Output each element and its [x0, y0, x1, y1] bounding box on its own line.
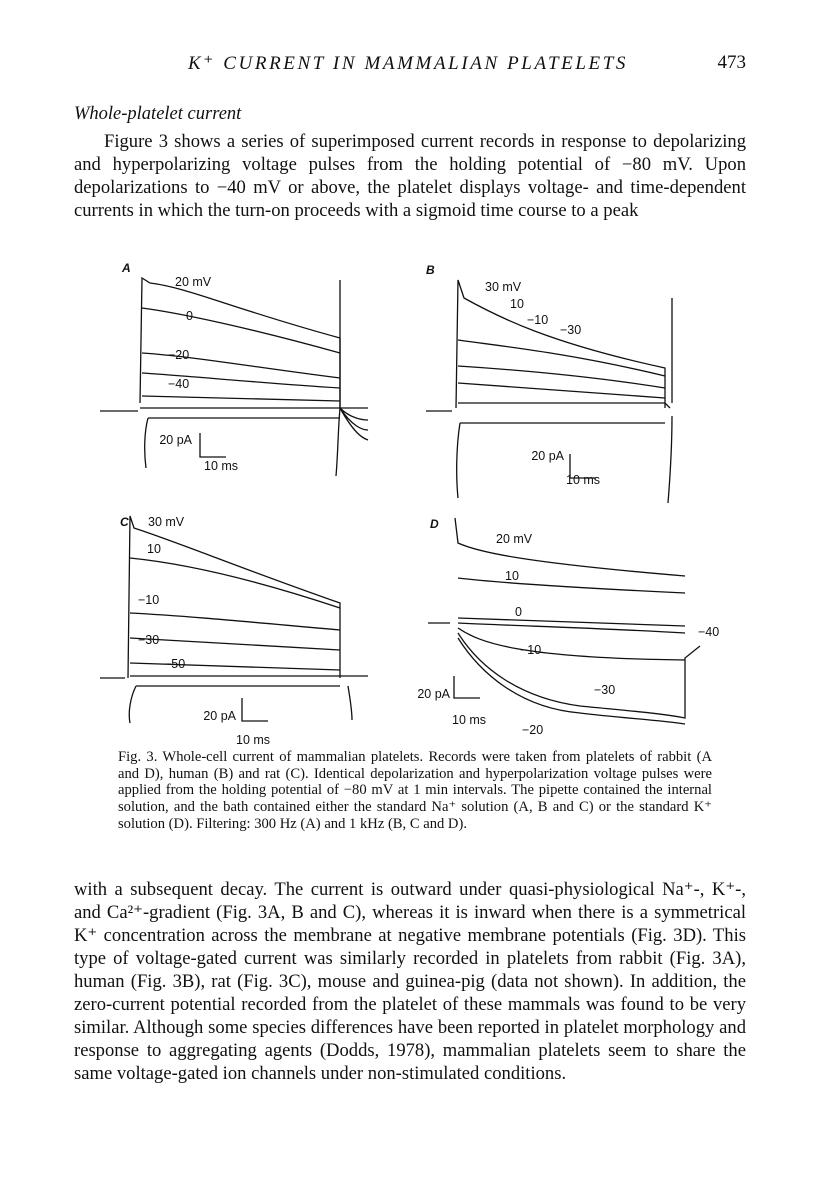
panel-a-scale-current: 20 pA: [159, 433, 192, 447]
panel-a-scale-time: 10 ms: [204, 459, 239, 473]
panel-b-trace-label: 30 mV: [485, 280, 522, 294]
panel-d-traces: [428, 518, 700, 724]
panel-label-c: C: [120, 515, 129, 529]
panel-c-trace-label: −50: [164, 657, 186, 671]
panel-b-traces: [426, 280, 672, 503]
panel-d-trace-label: −10: [520, 643, 542, 657]
figure-3-graphic: [100, 258, 740, 746]
panel-c-scale-time: 10 ms: [236, 733, 271, 746]
panel-label-d: D: [430, 517, 439, 531]
panel-d-trace-label: −40: [698, 625, 720, 639]
panel-label-a: A: [122, 261, 131, 275]
section-heading: Whole-platelet current: [74, 104, 242, 124]
panel-b-scale-time: 10 ms: [566, 473, 601, 487]
panel-d-scale-current: 20 pA: [417, 687, 450, 701]
panel-b-trace-label: 10: [510, 297, 524, 311]
page-number: 473: [717, 52, 746, 73]
paragraph-1: Figure 3 shows a series of superimposed current records in response to depolarizing and hyperpolarizing voltage pulses from the holding potential of −80 mV. Upon depolarizations to −40 mV or above, the platelet displays voltage- and time-dependent currents in which the turn-on proceeds with a sigmoid time course to a peak: [74, 131, 746, 221]
panel-c-trace-label: −10: [138, 593, 160, 607]
panel-d-scale-bar: [454, 676, 480, 698]
panel-d-trace-label: −20: [522, 723, 544, 737]
panel-c-trace-label: 10: [147, 542, 161, 556]
panel-a-traces: [100, 278, 368, 476]
figure-caption: Fig. 3. Whole-cell current of mammalian platelets. Records were taken from platelets of rabbit (A and D), human (B) and rat (C). Identical depolarization and hyperpolarization voltage pulses were applied from the holding potential of −80 mV at 1 min intervals. The pipette contained the internal solution, and the bath contained either the standard Na⁺ solution (A, B and C) or the standard K⁺ solution (D). Filtering: 300 Hz (A) and 1 kHz (B, C and D).: [118, 749, 712, 832]
panel-c-traces: [100, 516, 368, 723]
panel-c-trace-label: 30 mV: [148, 515, 185, 529]
panel-a-trace-label: −40: [168, 377, 190, 391]
panel-d-trace-label: 20 mV: [496, 532, 533, 546]
panel-b-trace-label: −10: [527, 313, 549, 327]
panel-a-trace-label: 20 mV: [175, 275, 212, 289]
panel-c-scale-current: 20 pA: [203, 709, 236, 723]
panel-b-scale-current: 20 pA: [531, 449, 564, 463]
panel-a-trace-label: −20: [168, 348, 190, 362]
panel-d-trace-label: 0: [515, 605, 522, 619]
panel-a-scale-bar: [200, 433, 226, 457]
panel-d-trace-label: −30: [594, 683, 616, 697]
panel-c-scale-bar: [242, 698, 268, 721]
panel-d-trace-label: 10: [505, 569, 519, 583]
page-header: [70, 52, 746, 78]
panel-c-trace-label: −30: [138, 633, 160, 647]
panel-d-scale-time: 10 ms: [452, 713, 487, 727]
panel-label-b: B: [426, 263, 435, 277]
panel-b-trace-label: −30: [560, 323, 582, 337]
paragraph-2: with a subsequent decay. The current is outward under quasi-physiological Na⁺-, K⁺-, and Ca²⁺-gradient (Fig. 3A, B and C), whereas it is inward when there is a symmetrical K⁺ concentration across the membrane at negative membrane potentials (Fig. 3D). This type of voltage-gated current was similarly recorded in platelets from rabbit (Fig. 3A), human (Fig. 3B), rat (Fig. 3C), mouse and guinea-pig (data not shown). In addition, the zero-current potential recorded from the platelet of these mammals was found to be very similar. Although some species differences have been reported in platelet morphology and response to aggregating agents (Dodds, 1978), mammalian platelets seem to share the same voltage-gated ion channels under non-stimulated conditions.: [74, 879, 746, 1084]
panel-a-trace-label: 0: [186, 309, 193, 323]
figure-3: [100, 258, 740, 746]
running-title: K⁺ CURRENT IN MAMMALIAN PLATELETS: [188, 53, 628, 74]
